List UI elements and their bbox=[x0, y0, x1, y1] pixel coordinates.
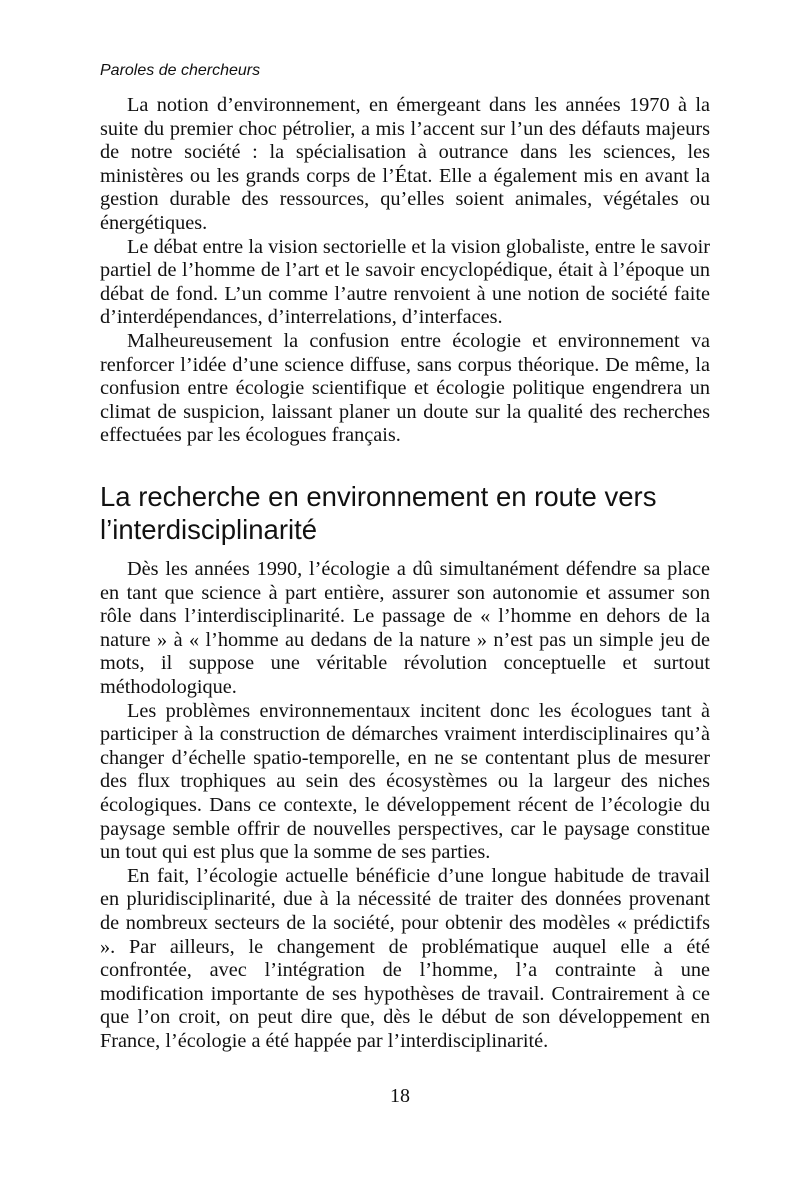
paragraph: Les problèmes environnementaux incitent donc les écologues tant à participer à la construction de démarches vraiment interdisciplinaires qu’à changer d’échelle spatio-temporelle, en ne se contentant plus de mesurer des flux trophiques au sein des écosystèmes ou la largeur des niches écologiques. Dans ce contexte, le développement récent de l’écologie du paysage semble offrir de nouvelles perspectives, car le paysage constitue un tout qui est plus que la somme de ses parties. bbox=[100, 699, 710, 864]
paragraph: En fait, l’écologie actuelle bénéficie d’une longue habitude de travail en pluridisciplinarité, due à la nécessité de traiter des données provenant de nombreux secteurs de la société, pour obtenir des modèles « prédictifs ». Par ailleurs, le changement de problématique auquel elle a été confrontée, avec l’intégration de l’homme, l’a contrainte à une modification importante de ses hypothèses de travail. Contrairement à ce que l’on croit, on peut dire que, dès le début de son développement en France, l’écologie a été happée par l’interdisciplinarité. bbox=[100, 864, 710, 1052]
running-header: Paroles de chercheurs bbox=[100, 62, 261, 79]
section-intro bbox=[100, 94, 710, 448]
paragraph: Dès les années 1990, l’écologie a dû simultanément défendre sa place en tant que science à part entière, assurer son autonomie et assumer son rôle dans l’interdisciplinarité. Le passage de « l’homme en dehors de la nature » à « l’homme au dedans de la nature » n’est pas un simple jeu de mots, il suppose une véritable révolution conceptuelle et surtout méthodologique. bbox=[100, 558, 710, 698]
paragraph: Le débat entre la vision sectorielle et la vision globaliste, entre le savoir partiel de l’homme de l’art et le savoir encyclopédique, était à l’époque un débat de fond. L’un comme l’autre renvoient à une notion de société faite d’interdépendances, d’interrelations, d’interfaces. bbox=[100, 235, 710, 329]
section-heading: La recherche en environnement en route vers l’interdisciplinarité bbox=[100, 481, 657, 545]
paragraph: La notion d’environnement, en émergeant dans les années 1970 à la suite du premier choc pétrolier, a mis l’accent sur l’un des défauts majeurs de notre société : la spécialisation à outrance dans les sciences, les ministères ou les grands corps de l’État. Elle a également mis en avant la gestion durable des ressources, qu’elles soient animales, végétales ou énergétiques. bbox=[100, 94, 710, 234]
page-number: 18 bbox=[390, 1085, 410, 1107]
section-interdisciplinarity bbox=[100, 558, 710, 1053]
paragraph: Malheureusement la confusion entre écologie et environnement va renforcer l’idée d’une science diffuse, sans corpus théorique. De même, la confusion entre écologie scientifique et écologie politique engendrera un climat de suspicion, laissant planer un doute sur la qualité des recherches effectuées par les écologues français. bbox=[100, 329, 710, 447]
